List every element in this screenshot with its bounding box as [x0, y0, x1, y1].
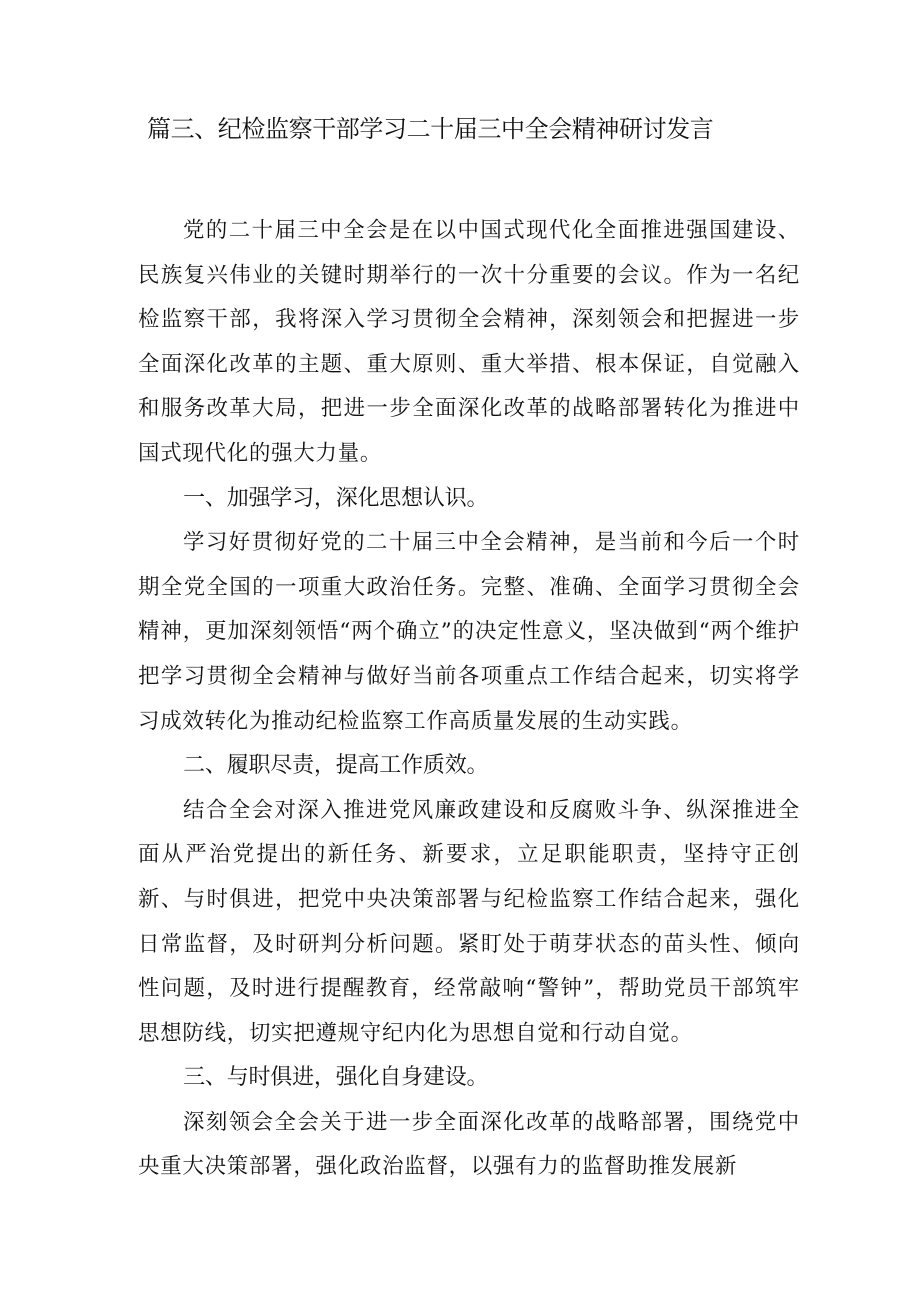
section-paragraph-3: 深刻领会全会关于进一步全面深化改革的战略部署，围绕党中央重大决策部署，强化政治监督，以强有力的监督助推发展新: [138, 1109, 800, 1180]
section-heading-2: 二、履职尽责，提高工作质效。: [183, 753, 489, 779]
section-paragraph-1: 学习好贯彻好党的二十届三中全会精神，是当前和今后一个时期全党全国的一项重大政治任务。完整、准确、全面学习贯彻全会精神，更加深刻领悟“两个确立”的决定性意义，坚决做到“两个维护把学习贯彻全会精神与做好当前各项重点工作结合起来，切实将学习成效转化为推动纪检监察工作高质量发展的生动实践。: [138, 530, 800, 734]
document-title: 篇三、纪检监察干部学习二十届三中全会精神研讨发言: [147, 115, 714, 143]
section-heading-1: 一、加强学习，深化思想认识。: [183, 485, 489, 511]
section-heading-3: 三、与时俱进，强化自身建设。: [183, 1065, 489, 1091]
document-body: [138, 209, 800, 1190]
section-paragraph-2: 结合全会对深入推进党风廉政建设和反腐败斗争、纵深推进全面从严治党提出的新任务、新要求，立足职能职责，坚持守正创新、与时俱进，把党中央决策部署与纪检监察工作结合起来，强化日常监督，及时研判分析问题。紧盯处于萌芽状态的苗头性、倾向性问题，及时进行提醒教育，经常敲响“警钟”，帮助党员干部筑牢思想防线，切实把遵规守纪内化为思想自觉和行动自觉。: [138, 797, 800, 1046]
intro-paragraph: 党的二十届三中全会是在以中国式现代化全面推进强国建设、民族复兴伟业的关键时期举行的一次十分重要的会议。作为一名纪检监察干部，我将深入学习贯彻全会精神，深刻领会和把握进一步全面深化改革的主题、重大原则、重大举措、根本保证，自觉融入和服务改革大局，把进一步全面深化改革的战略部署转化为推进中国式现代化的强大力量。: [138, 218, 800, 466]
